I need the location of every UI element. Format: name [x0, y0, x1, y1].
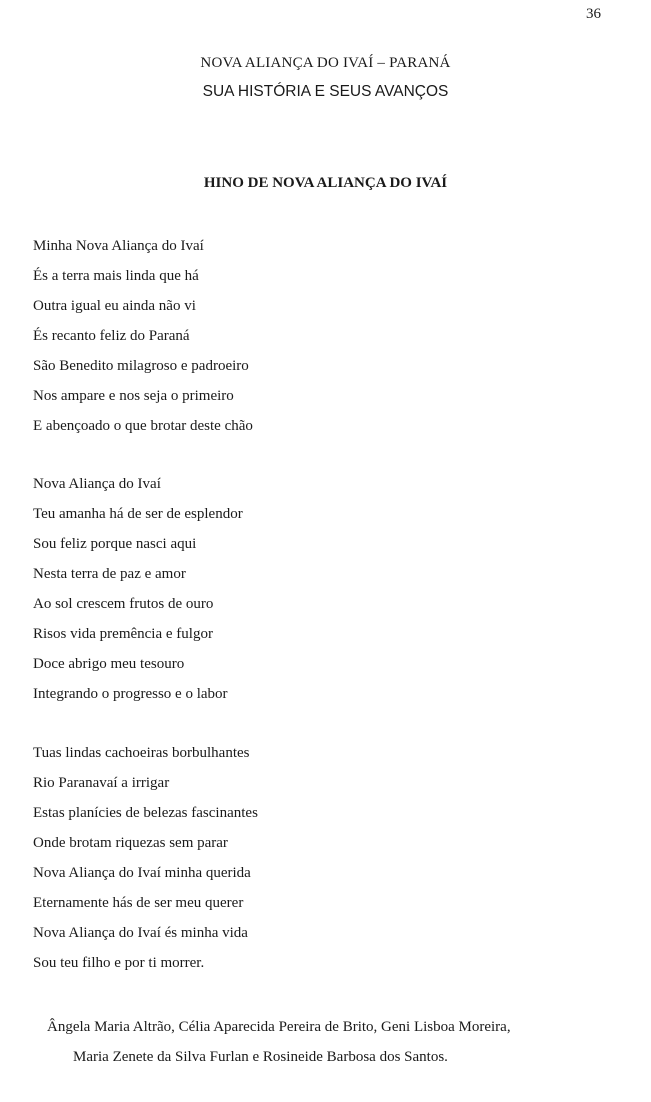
verse-line: Doce abrigo meu tesouro — [33, 656, 185, 672]
verse-line: Nesta terra de paz e amor — [33, 566, 186, 582]
authors-line: Ângela Maria Altrão, Célia Aparecida Pereira de Brito, Geni Lisboa Moreira, — [47, 1019, 511, 1035]
verse-line: Sou feliz porque nasci aqui — [33, 536, 197, 552]
verse-line: És a terra mais linda que há — [33, 268, 199, 284]
verse-line: São Benedito milagroso e padroeiro — [33, 358, 249, 374]
verse-line: Nova Aliança do Ivaí — [33, 476, 161, 492]
verse-line: Sou teu filho e por ti morrer. — [33, 955, 205, 971]
stanza-3 — [33, 738, 258, 978]
verse-line: E abençoado o que brotar deste chão — [33, 418, 253, 434]
book-subtitle: SUA HISTÓRIA E SEUS AVANÇOS — [202, 83, 449, 100]
verse-line: Ao sol crescem frutos de ouro — [33, 596, 214, 612]
verse-line: Eternamente hás de ser meu querer — [33, 895, 244, 911]
verse-line: Nova Aliança do Ivaí minha querida — [33, 865, 251, 881]
verse-line: Integrando o progresso e o labor — [33, 686, 228, 702]
verse-line: Rio Paranavaí a irrigar — [33, 775, 170, 791]
verse-line: Estas planícies de belezas fascinantes — [33, 805, 258, 821]
verse-line: És recanto feliz do Paraná — [33, 328, 190, 344]
verse-line: Nova Aliança do Ivaí és minha vida — [33, 925, 248, 941]
verse-line: Teu amanha há de ser de esplendor — [33, 506, 243, 522]
verse-line: Risos vida premência e fulgor — [33, 626, 213, 642]
verse-line: Minha Nova Aliança do Ivaí — [33, 238, 204, 254]
verse-line: Outra igual eu ainda não vi — [33, 298, 196, 314]
anthem-title: HINO DE NOVA ALIANÇA DO IVAÍ — [203, 175, 448, 191]
authors-credit — [0, 1012, 651, 1072]
verse-line: Nos ampare e nos seja o primeiro — [33, 388, 234, 404]
stanza-1 — [33, 231, 253, 441]
verse-line: Tuas lindas cachoeiras borbulhantes — [33, 745, 250, 761]
page-number: 36 — [586, 6, 601, 22]
authors-line: Maria Zenete da Silva Furlan e Rosineide Barbosa dos Santos. — [73, 1049, 448, 1065]
verse-line: Onde brotam riquezas sem parar — [33, 835, 228, 851]
book-title: NOVA ALIANÇA DO IVAÍ – PARANÁ — [200, 55, 451, 71]
stanza-2 — [33, 469, 243, 709]
